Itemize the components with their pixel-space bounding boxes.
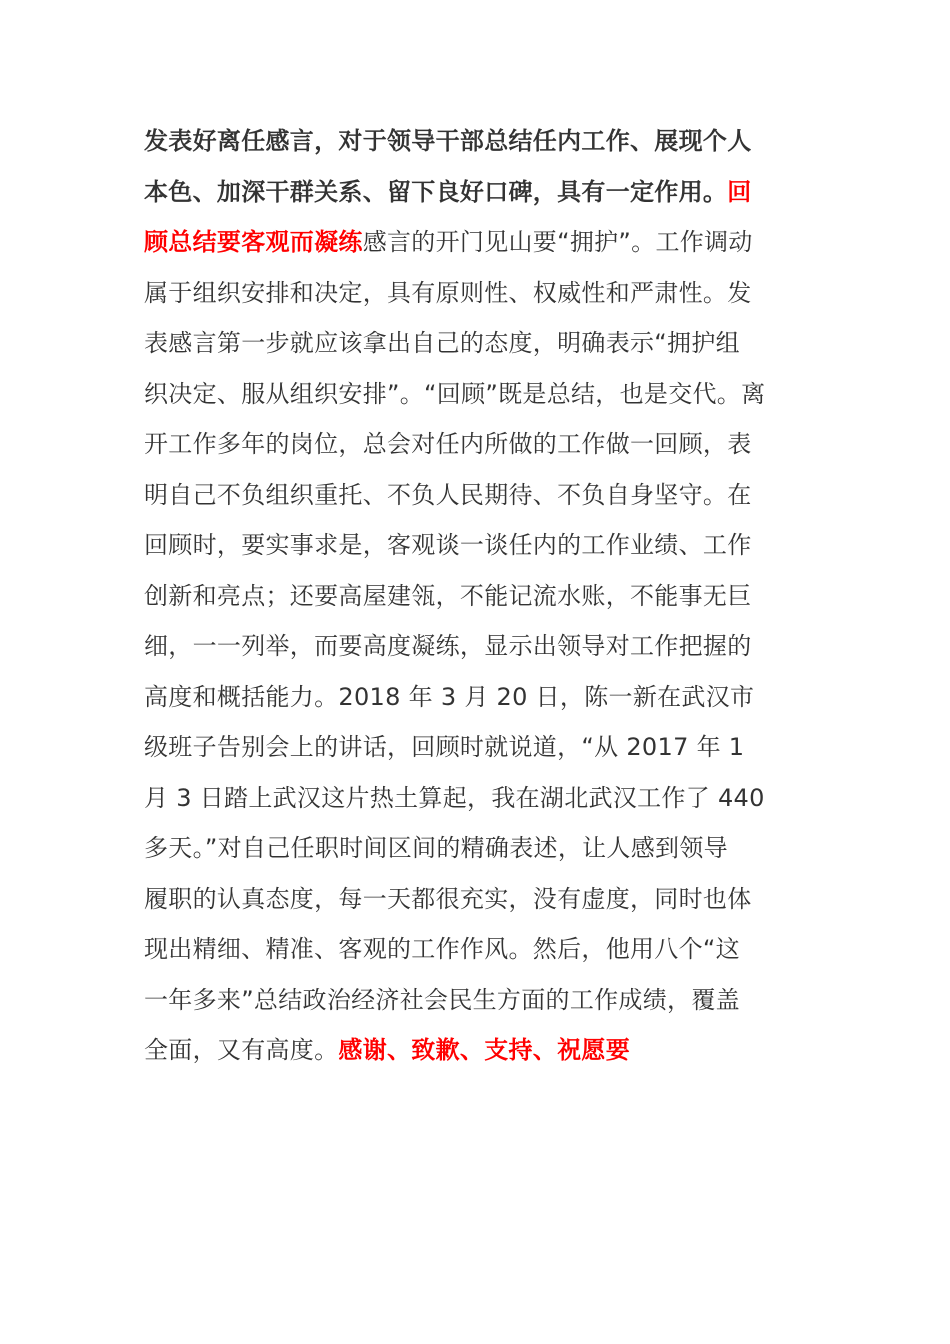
text-line: [144, 470, 806, 521]
text-line: [144, 268, 806, 319]
text-line: [144, 318, 806, 369]
highlighted-heading-text: 顾总结要客观而凝练: [144, 228, 363, 256]
text-line: [144, 823, 806, 874]
body-text: 细，一一列举，而要高度凝练，显示出领导对工作把握的: [144, 632, 752, 660]
body-text: 感言的开门见山要“拥护”。工作调动: [362, 228, 753, 256]
body-text: 创新和亮点；还要高屋建瓴，不能记流水账，不能事无巨: [144, 581, 752, 610]
body-text: 月 3 日踏上武汉这片热土算起，我在湖北武汉工作了 440: [144, 783, 765, 812]
body-text: 现出精细、精准、客观的工作作风。然后，他用八个“这: [144, 935, 740, 963]
text-line: [144, 874, 806, 925]
body-text: 表感言第一步就应该拿出自己的态度，明确表示“拥护组: [144, 329, 740, 357]
text-line: [144, 419, 806, 470]
text-line: [144, 773, 806, 824]
body-text: 级班子告别会上的讲话，回顾时就说道，“从 2017 年 1: [144, 733, 745, 761]
body-text: 履职的认真态度，每一天都很充实，没有虚度，同时也体: [144, 884, 752, 913]
body-text: 开工作多年的岗位，总会对任内所做的工作做一回顾，表: [144, 430, 752, 458]
body-text: 多天。”对自己任职时间区间的精确表述，让人感到领导: [144, 834, 728, 862]
body-text: 织决定、服从组织安排”。“回顾”既是总结，也是交代。离: [144, 379, 766, 408]
text-line: [144, 167, 806, 218]
body-text: 属于组织安排和决定，具有原则性、权威性和严肃性。发: [144, 278, 752, 307]
text-line: [144, 1025, 806, 1076]
bold-lead-text: 本色、加深干群关系、留下良好口碑，具有一定作用。: [144, 177, 728, 206]
body-paragraph: [144, 116, 806, 1076]
text-line: [144, 672, 806, 723]
text-line: [144, 116, 806, 167]
text-line: [144, 520, 806, 571]
text-line: [144, 571, 806, 622]
text-line: [144, 217, 806, 268]
body-text: 高度和概括能力。2018 年 3 月 20 日，陈一新在武汉市: [144, 682, 755, 711]
text-line: [144, 369, 806, 420]
body-text: 明自己不负组织重托、不负人民期待、不负自身坚守。在: [144, 480, 752, 509]
bold-lead-text: 发表好离任感言，对于领导干部总结任内工作、展现个人: [144, 127, 752, 155]
body-text: 全面，又有高度。: [144, 1036, 339, 1064]
body-text: 一年多来”总结政治经济社会民生方面的工作成绩，覆盖: [144, 985, 740, 1014]
body-text: 回顾时，要实事求是，客观谈一谈任内的工作业绩、工作: [144, 531, 752, 559]
highlighted-heading-text: 回: [727, 177, 752, 206]
text-line: [144, 975, 806, 1026]
text-line: [144, 722, 806, 773]
highlighted-heading-text: 感谢、致歉、支持、祝愿要: [338, 1036, 631, 1064]
text-line: [144, 621, 806, 672]
text-line: [144, 924, 806, 975]
